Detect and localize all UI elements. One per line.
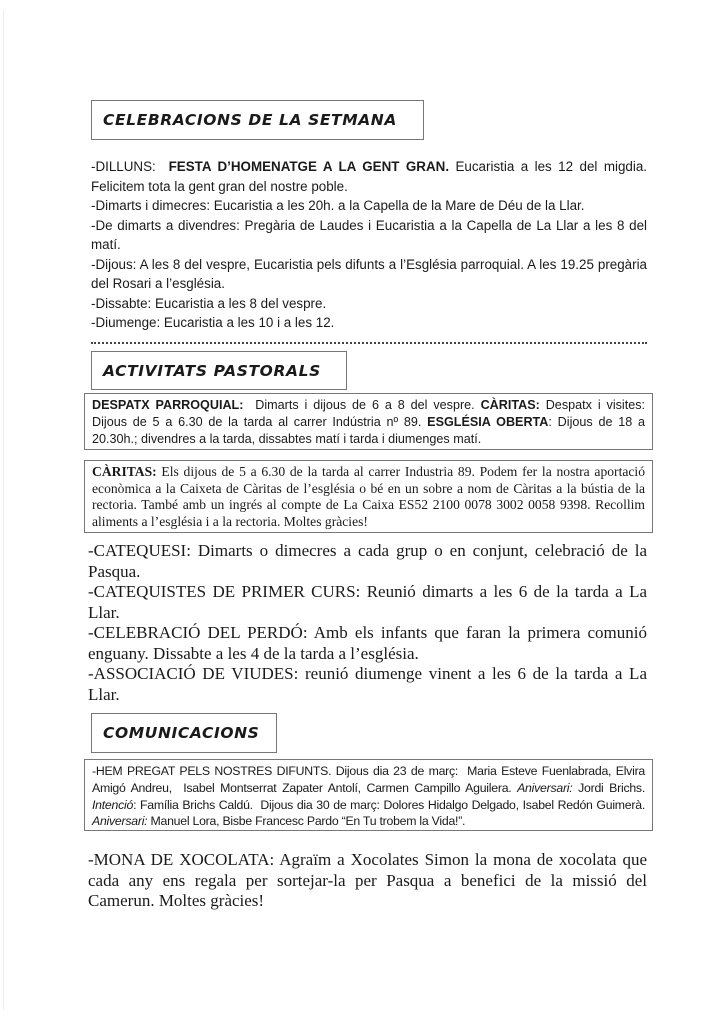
difunts-box xyxy=(84,759,653,831)
caritas-label: CÀRITAS: xyxy=(92,464,157,479)
esglesia-oberta-text: : Dijous de 18 a 20.30h.; divendres a la tarda, dissabtes matí i tarda i diumenges matí. xyxy=(92,414,646,446)
intencio-label: Intenció xyxy=(92,797,134,812)
esglesia-oberta-label: ESGLÉSIA OBERTA xyxy=(427,414,549,429)
celebracions-list xyxy=(91,157,647,333)
list-item: -ASSOCIACIÓ DE VIUDES: reunió diumenge vinent a les 6 de la tarda a La Llar. xyxy=(88,664,647,704)
item-highlight: FESTA D’HOMENATGE A LA GENT GRAN. xyxy=(168,159,450,174)
list-item: -CELEBRACIÓ DEL PERDÓ: Amb els infants que faran la primera comunió enguany. Dissabte a les 4 de la tarda a l’església. xyxy=(88,623,647,663)
list-item: -CATEQUESI: Dimarts o dimecres a cada grup o en conjunt, celebració de la Pasqua. xyxy=(88,541,647,581)
dotted-divider xyxy=(91,338,647,344)
list-item: -Dissabte: Eucaristia a les 8 del vespre. xyxy=(91,295,327,311)
caritas-text: Els dijous de 5 a 6.30 de la tarda al carrer Industria 89. Podem fer la nostra aportació econòmica a la Caixeta de Càritas de l’església o bé en un sobre a nom de Càritas a la bústia de la rectoria. També amb un ingrés al compte de La Caixa ES52 2100 0078 3002 0058 9398. Recollim aliments a l’església i a la rectoria. Moltes gràcies! xyxy=(92,464,645,529)
caritas-label: CÀRITAS: xyxy=(480,398,540,412)
difunts-text: -HEM PREGAT PELS NOSTRES DIFUNTS. Dijous dia 23 de març: Maria Esteve Fuenlabrada, Elvira Amigó Andreu, Isabel Montserrat Zapater Antolí, Carmen Campillo Aguilera. xyxy=(92,764,648,795)
section-header-celebracions xyxy=(91,100,424,140)
aniversari-label: Aniversari: xyxy=(517,780,573,795)
difunts-text: Jordi Brichs. xyxy=(572,780,645,795)
list-item: -CATEQUISTES DE PRIMER CURS: Reunió dimarts a les 6 de la tarda a La Llar. xyxy=(88,582,647,622)
aniversari-label: Aniversari: xyxy=(92,814,148,829)
caritas-text: Despatx i visites: Dijous de 5 a 6.30 de la tarda al carrer Indústria nº 89. xyxy=(92,398,646,429)
list-item: -De dimarts a divendres: Pregària de Laudes i Eucaristia a la Capella de La Llar a les 8 del matí. xyxy=(91,217,647,252)
caritas-box xyxy=(84,460,653,533)
section-title: ACTIVITATS PASTORALS xyxy=(103,361,321,380)
section-title: COMUNICACIONS xyxy=(103,724,260,742)
section-title: CELEBRACIONS DE LA SETMANA xyxy=(103,111,397,129)
list-item: -MONA DE XOCOLATA: Agraïm a Xocolates Simon la mona de xocolata que cada any ens regala per sortejar-la per Pasqua a benefici de la missió del Camerun. Moltes gràcies! xyxy=(88,850,647,910)
difunts-text: : Família Brichs Caldú. Dijous dia 30 de març: Dolores Hidalgo Delgado, Isabel Redón Guimerà. xyxy=(133,797,652,812)
section-header-comunicacions xyxy=(91,713,277,753)
page-edge xyxy=(3,10,4,1010)
despatx-label: DESPATX PARROQUIAL: xyxy=(92,398,244,412)
mona-paragraph xyxy=(88,850,647,912)
activitats-list xyxy=(88,541,647,705)
item-text: Eucaristia a les 12 del migdia. Felicitem tota la gent gran del nostre poble. xyxy=(91,159,647,194)
section-header-activitats xyxy=(91,351,347,390)
list-item: -Dimarts i dimecres: Eucaristia a les 20h. a la Capella de la Mare de Déu de la Llar. xyxy=(91,198,585,213)
difunts-text: Manuel Lora, Bisbe Francesc Pardo “En Tu trobem la Vida!”. xyxy=(147,814,466,829)
item-prefix: -DILLUNS: xyxy=(91,159,169,174)
despatx-box xyxy=(84,393,653,450)
list-item: -Diumenge: Eucaristia a les 10 i a les 12. xyxy=(91,315,335,330)
despatx-text: Dimarts i dijous de 6 a 8 del vespre. xyxy=(243,398,481,412)
list-item xyxy=(91,157,647,196)
list-item: -Dijous: A les 8 del vespre, Eucaristia pels difunts a l’Església parroquial. A les 19.25 pregària del Rosari a l’església. xyxy=(91,256,647,291)
